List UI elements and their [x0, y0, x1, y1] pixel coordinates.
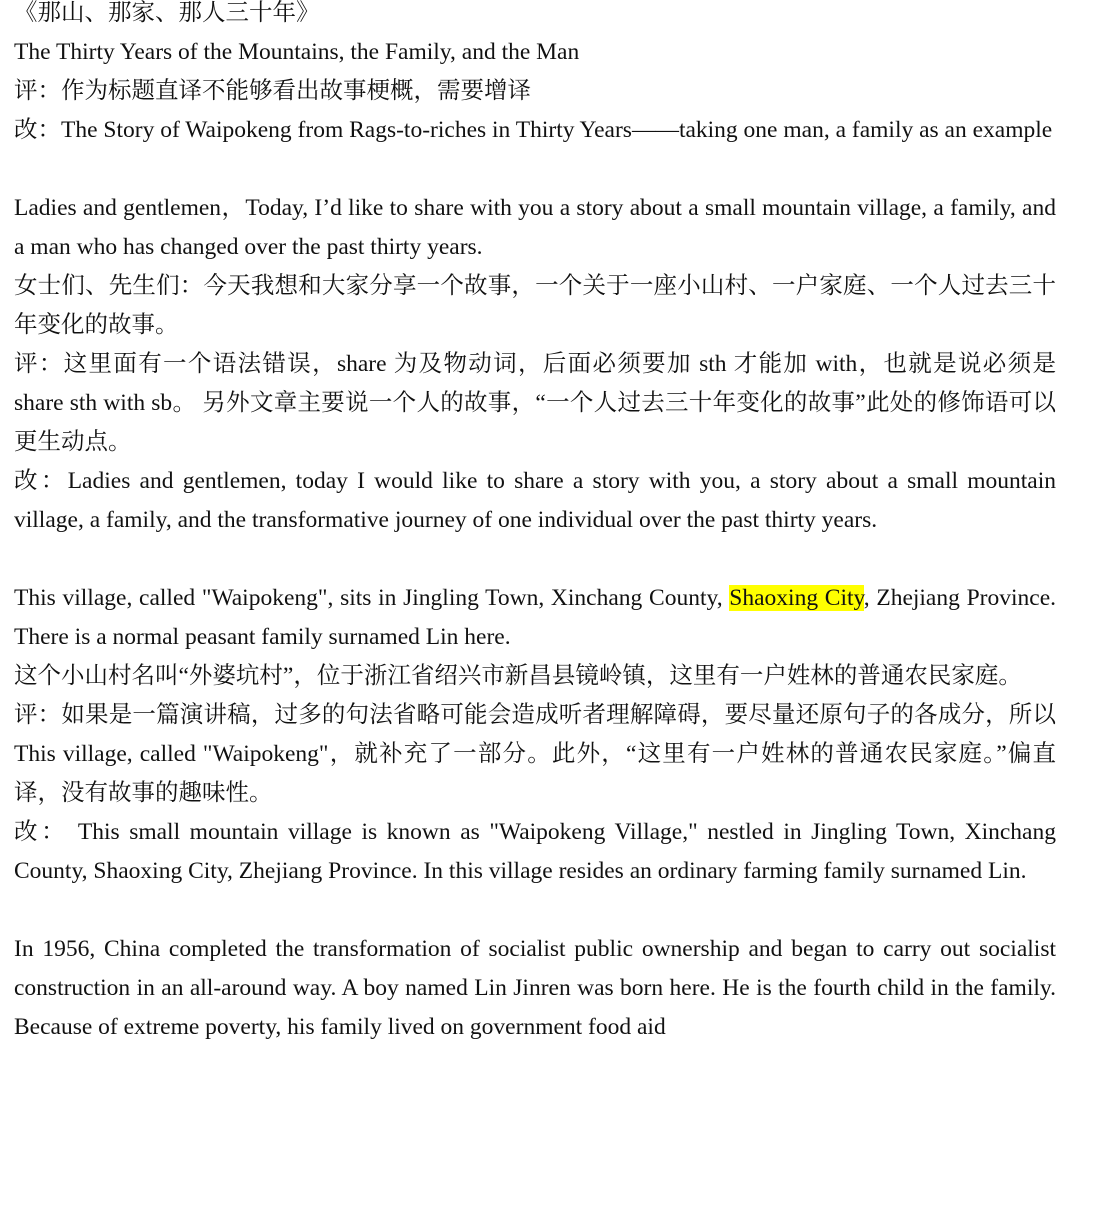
paragraph-2-revised: 改： This small mountain village is known as "Waipokeng Village," nestled in Jingling Town, Xinchang County, Shaoxing City, Zhejiang Province. In this village resides an ordinary farming family surnamed Lin.: [14, 819, 1056, 884]
document-page: [14, 0, 1056, 1047]
paragraph-2-english-end: , Zhejiang Province. There is a normal peasant family surnamed Lin here.: [14, 585, 1056, 650]
paragraph-2-chinese: 这个小山村名叫“外婆坑村”，位于浙江省绍兴市新昌县镜岭镇，这里有一户姓林的普通农民家庭。: [14, 663, 1022, 689]
title-english: The Thirty Years of the Mountains, the Family, and the Man: [14, 39, 580, 65]
paragraph-2-english-start: This village, called "Waipokeng", sits in Jingling Town, Xinchang County,: [14, 585, 730, 611]
paragraph-gap: [14, 540, 1056, 579]
title-revised: 改：The Story of Waipokeng from Rags-to-riches in Thirty Years——taking one man, a family as an example: [14, 117, 1053, 143]
paragraph-1-english: Ladies and gentlemen，Today, I’d like to share with you a story about a small mountain village, a family, and a man who has changed over the past thirty years.: [14, 195, 1056, 260]
title-chinese: 《那山、那家、那人三十年》: [14, 0, 320, 26]
paragraph-1-comment: 评：这里面有一个语法错误，share 为及物动词，后面必须要加 sth 才能加 with，也就是说必须是 share sth with sb。 另外文章主要说一个人的故事，“一个人过去三十年变化的故事”此处的修饰语可以更生动点。: [14, 351, 1056, 455]
highlighted-text: Shaoxing City: [729, 585, 864, 611]
paragraph-gap: [14, 891, 1056, 930]
paragraph-3-english: In 1956, China completed the transformation of socialist public ownership and began to carry out socialist construction in an all-around way. A boy named Lin Jinren was born here. He is the fourth child in the family. Because of extreme poverty, his family lived on government food aid: [14, 936, 1056, 1040]
title-comment: 评：作为标题直译不能够看出故事梗概，需要增译: [14, 78, 531, 104]
paragraph-1-chinese: 女士们、先生们：今天我想和大家分享一个故事，一个关于一座小山村、一户家庭、一个人过去三十年变化的故事。: [14, 273, 1056, 338]
paragraph-gap: [14, 150, 1056, 189]
paragraph-2-english: [14, 579, 1056, 657]
paragraph-1-revised: 改：Ladies and gentlemen, today I would like to share a story with you, a story about a small mountain village, a family, and the transformative journey of one individual over the past thirty years.: [14, 468, 1056, 533]
paragraph-2-comment: 评：如果是一篇演讲稿，过多的句法省略可能会造成听者理解障碍，要尽量还原句子的各成分，所以 This village, called "Waipokeng"，就补充了一部分。此外，“这里有一户姓林的普通农民家庭。”偏直译，没有故事的趣味性。: [14, 702, 1056, 806]
